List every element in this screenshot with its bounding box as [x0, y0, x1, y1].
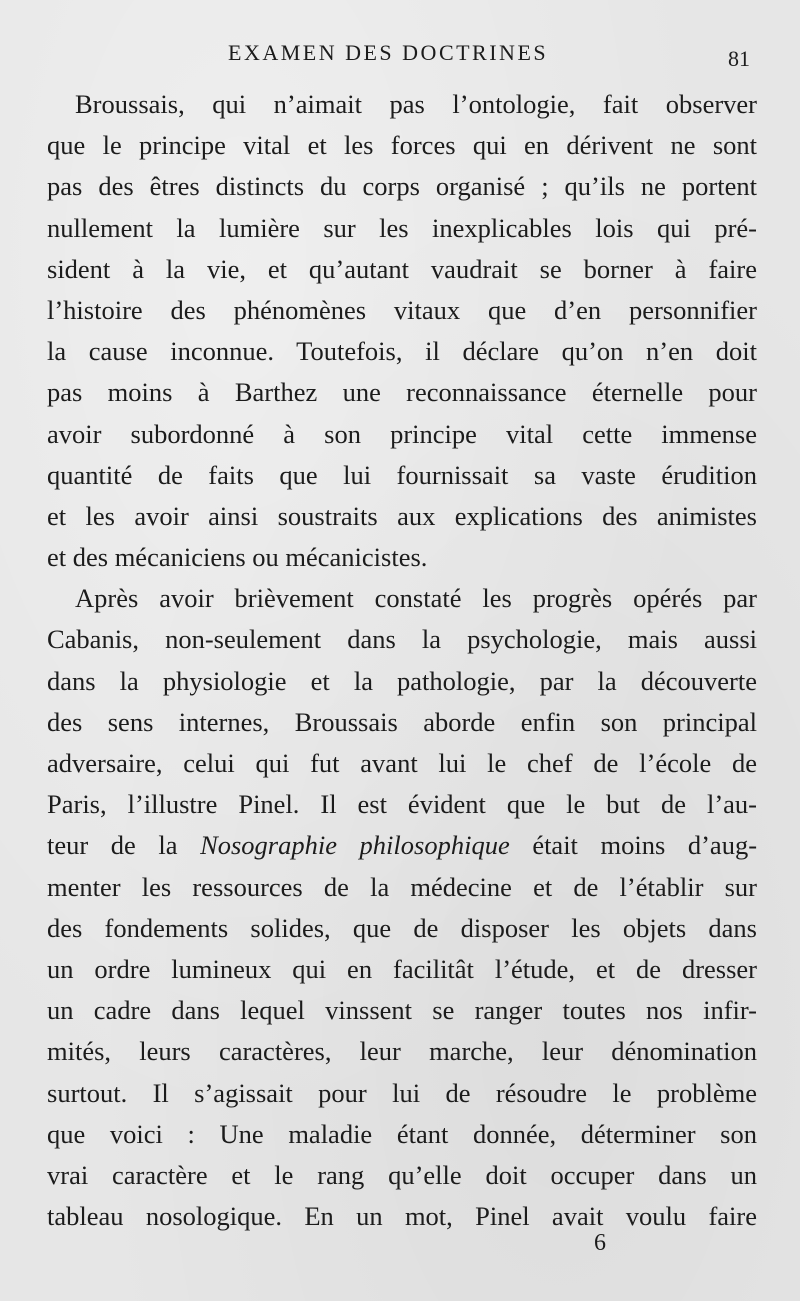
- text-line: surtout. Il s’agissait pour lui de résoudre le problème: [47, 1077, 757, 1108]
- running-header: [0, 40, 800, 70]
- page-number: 81: [728, 46, 750, 71]
- text-line: et les avoir ainsi soustraits aux explications des animistes: [47, 500, 757, 531]
- text-line: Cabanis, non-seulement dans la psychologie, mais aussi: [47, 624, 757, 655]
- text-line: quantité de faits que lui fournissait sa vaste érudition: [47, 459, 757, 490]
- text-line: un cadre dans lequel vinssent se ranger toutes nos infir-: [47, 995, 757, 1026]
- paragraph-1: [47, 84, 757, 578]
- text-line: sident à la vie, et qu’autant vaudrait se borner à faire: [47, 253, 757, 284]
- text-line: Après avoir brièvement constaté les progrès opérés par: [75, 583, 757, 614]
- text-fragment: teur de la: [47, 830, 178, 861]
- body-text: [47, 84, 757, 1237]
- text-line: mités, leurs caractères, leur marche, leur dénomination: [47, 1036, 757, 1067]
- text-line: menter les ressources de la médecine et de l’établir sur: [47, 871, 757, 902]
- text-line: pas moins à Barthez une reconnaissance éternelle pour: [47, 377, 757, 408]
- paragraph-2: [47, 578, 757, 1237]
- text-line: l’histoire des phénomènes vitaux que d’en personnifier: [47, 294, 757, 325]
- text-line: tableau nosologique. En un mot, Pinel avait voulu faire: [47, 1201, 757, 1232]
- text-line: un ordre lumineux qui en facilitât l’étude, et de dresser: [47, 953, 757, 984]
- text-line: avoir subordonné à son principe vital cette immense: [47, 418, 757, 449]
- text-line: Paris, l’illustre Pinel. Il est évident que le but de l’au-: [47, 789, 757, 820]
- text-line: des fondements solides, que de disposer les objets dans: [47, 912, 757, 943]
- text-line: adversaire, celui qui fut avant lui le chef de l’école de: [47, 748, 757, 778]
- text-line: Broussais, qui n’aimait pas l’ontologie, fait observer: [75, 89, 757, 119]
- text-line: nullement la lumière sur les inexplicables lois qui pré-: [47, 212, 757, 243]
- running-title: EXAMEN DES DOCTRINES: [228, 40, 549, 65]
- book-title: Nosographie philosophique: [200, 830, 510, 861]
- text-line: pas des êtres distincts du corps organisé ; qu’ils ne portent: [47, 171, 757, 202]
- text-line: vrai caractère et le rang qu’elle doit occuper dans un: [47, 1159, 757, 1190]
- text-line: des sens internes, Broussais aborde enfin son principal: [47, 706, 757, 737]
- signature-mark: 6: [594, 1230, 606, 1256]
- text-line-with-title: [47, 825, 757, 866]
- text-line: dans la physiologie et la pathologie, par la découverte: [47, 665, 757, 696]
- text-line: et des mécaniciens ou mécanicistes.: [47, 542, 428, 573]
- text-fragment: était moins d’aug-: [532, 830, 758, 861]
- text-line: que le principe vital et les forces qui en dérivent ne sont: [47, 130, 757, 161]
- text-line: que voici : Une maladie étant donnée, déterminer son: [47, 1118, 757, 1149]
- text-line: la cause inconnue. Toutefois, il déclare qu’on n’en doit: [47, 336, 757, 367]
